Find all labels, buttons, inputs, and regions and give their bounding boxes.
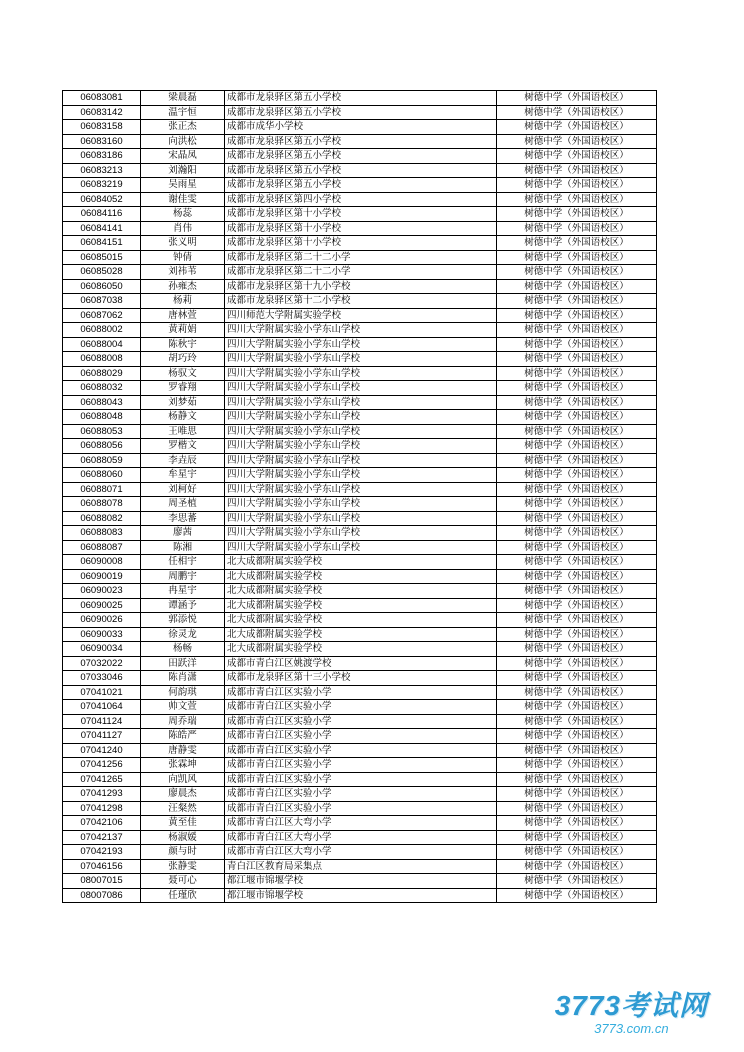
admitted-school-cell: 树德中学（外国语校区） (497, 221, 657, 236)
admitted-school-cell: 树德中学（外国语校区） (497, 729, 657, 744)
table-row (63, 91, 657, 106)
admitted-school-cell: 树德中学（外国语校区） (497, 685, 657, 700)
student-id-cell: 07033046 (63, 671, 141, 686)
admitted-school-cell: 树德中学（外国语校区） (497, 366, 657, 381)
table-row (63, 656, 657, 671)
student-name-cell: 杨静文 (141, 410, 225, 425)
student-name-cell: 徐灵龙 (141, 627, 225, 642)
student-school-cell: 成都市青白江区实验小学 (225, 787, 497, 802)
admitted-school-cell: 树德中学（外国语校区） (497, 279, 657, 294)
admitted-school-cell: 树德中学（外国语校区） (497, 207, 657, 222)
student-name-cell: 钟倩 (141, 250, 225, 265)
table-row (63, 323, 657, 338)
table-row (63, 830, 657, 845)
table-row (63, 410, 657, 425)
table-row (63, 149, 657, 164)
student-name-cell: 周鹏宇 (141, 569, 225, 584)
admitted-school-cell: 树德中学（外国语校区） (497, 149, 657, 164)
student-name-cell: 王唯思 (141, 424, 225, 439)
student-id-cell: 06087062 (63, 308, 141, 323)
student-name-cell: 杨驭文 (141, 366, 225, 381)
student-school-cell: 四川大学附属实验小学东山学校 (225, 511, 497, 526)
admitted-school-cell: 树德中学（外国语校区） (497, 569, 657, 584)
table-row (63, 642, 657, 657)
student-school-cell: 青白江区教育局采集点 (225, 859, 497, 874)
student-id-cell: 06088071 (63, 482, 141, 497)
admitted-school-cell: 树德中学（外国语校区） (497, 468, 657, 483)
student-school-cell: 北大成都附属实验学校 (225, 613, 497, 628)
student-name-cell: 杨畅 (141, 642, 225, 657)
student-school-cell: 成都市龙泉驿区第十小学校 (225, 236, 497, 251)
student-id-cell: 08007086 (63, 888, 141, 903)
student-name-cell: 李垚辰 (141, 453, 225, 468)
student-id-cell: 06088002 (63, 323, 141, 338)
student-id-cell: 06083142 (63, 105, 141, 120)
student-id-cell: 06090023 (63, 584, 141, 599)
student-id-cell: 06088043 (63, 395, 141, 410)
table-row (63, 250, 657, 265)
student-school-cell: 成都市青白江区实验小学 (225, 700, 497, 715)
student-name-cell: 黄至佳 (141, 816, 225, 831)
admitted-school-cell: 树德中学（外国语校区） (497, 743, 657, 758)
table-row (63, 801, 657, 816)
student-name-cell: 杨蕊 (141, 207, 225, 222)
student-name-cell: 任瑾欣 (141, 888, 225, 903)
table-row (63, 526, 657, 541)
student-id-cell: 07042193 (63, 845, 141, 860)
table-row (63, 294, 657, 309)
admitted-school-cell: 树德中学（外国语校区） (497, 801, 657, 816)
admitted-school-cell: 树德中学（外国语校区） (497, 816, 657, 831)
student-school-cell: 成都市龙泉驿区第五小学校 (225, 91, 497, 106)
student-name-cell: 任相宇 (141, 555, 225, 570)
student-name-cell: 牟星宇 (141, 468, 225, 483)
student-name-cell: 刘瀚阳 (141, 163, 225, 178)
student-id-cell: 06088078 (63, 497, 141, 512)
student-name-cell: 向凯风 (141, 772, 225, 787)
student-school-cell: 成都市成华小学校 (225, 120, 497, 135)
admitted-school-cell: 树德中学（外国语校区） (497, 511, 657, 526)
student-id-cell: 06088048 (63, 410, 141, 425)
student-school-cell: 北大成都附属实验学校 (225, 598, 497, 613)
student-id-cell: 07041124 (63, 714, 141, 729)
student-id-cell: 06088059 (63, 453, 141, 468)
student-id-cell: 06090034 (63, 642, 141, 657)
student-name-cell: 张正杰 (141, 120, 225, 135)
student-id-cell: 06083160 (63, 134, 141, 149)
student-school-cell: 成都市青白江区实验小学 (225, 729, 497, 744)
table-row (63, 337, 657, 352)
student-id-cell: 07042137 (63, 830, 141, 845)
table-row (63, 265, 657, 280)
student-id-cell: 07042106 (63, 816, 141, 831)
student-name-cell: 刘梦茹 (141, 395, 225, 410)
student-school-cell: 成都市青白江区大弯小学 (225, 830, 497, 845)
student-id-cell: 06088032 (63, 381, 141, 396)
student-name-cell: 聂可心 (141, 874, 225, 889)
student-school-cell: 成都市龙泉驿区第五小学校 (225, 163, 497, 178)
table-row (63, 221, 657, 236)
student-school-cell: 四川大学附属实验小学东山学校 (225, 482, 497, 497)
table-row (63, 671, 657, 686)
admitted-school-cell: 树德中学（外国语校区） (497, 308, 657, 323)
student-school-cell: 四川大学附属实验小学东山学校 (225, 352, 497, 367)
admitted-school-cell: 树德中学（外国语校区） (497, 555, 657, 570)
student-school-cell: 成都市青白江区实验小学 (225, 801, 497, 816)
admitted-school-cell: 树德中学（外国语校区） (497, 830, 657, 845)
admitted-school-cell: 树德中学（外国语校区） (497, 105, 657, 120)
table-body (63, 91, 657, 903)
student-school-cell: 成都市龙泉驿区第四小学校 (225, 192, 497, 207)
admitted-school-cell: 树德中学（外国语校区） (497, 395, 657, 410)
student-school-cell: 四川大学附属实验小学东山学校 (225, 526, 497, 541)
admitted-school-cell: 树德中学（外国语校区） (497, 671, 657, 686)
watermark-url-text: 3773.com.cn (594, 1021, 669, 1036)
student-id-cell: 06088004 (63, 337, 141, 352)
student-id-cell: 06088029 (63, 366, 141, 381)
student-name-cell: 周乔瑞 (141, 714, 225, 729)
student-name-cell: 宋晶凤 (141, 149, 225, 164)
admitted-school-cell: 树德中学（外国语校区） (497, 787, 657, 802)
admitted-school-cell: 树德中学（外国语校区） (497, 888, 657, 903)
student-name-cell: 向洪松 (141, 134, 225, 149)
student-id-cell: 06088082 (63, 511, 141, 526)
table-row (63, 859, 657, 874)
student-school-cell: 成都市青白江区实验小学 (225, 758, 497, 773)
admitted-school-cell: 树德中学（外国语校区） (497, 352, 657, 367)
student-school-cell: 四川大学附属实验小学东山学校 (225, 323, 497, 338)
student-id-cell: 06090025 (63, 598, 141, 613)
table-row (63, 453, 657, 468)
student-school-cell: 成都市青白江区实验小学 (225, 685, 497, 700)
admitted-school-cell: 树德中学（外国语校区） (497, 192, 657, 207)
table-row (63, 482, 657, 497)
table-row (63, 758, 657, 773)
table-row (63, 613, 657, 628)
table-row (63, 468, 657, 483)
student-school-cell: 四川大学附属实验小学东山学校 (225, 337, 497, 352)
admitted-school-cell: 树德中学（外国语校区） (497, 656, 657, 671)
table-row (63, 714, 657, 729)
table-row (63, 700, 657, 715)
student-id-cell: 07041265 (63, 772, 141, 787)
admitted-school-cell: 树德中学（外国语校区） (497, 526, 657, 541)
admitted-school-cell: 树德中学（外国语校区） (497, 613, 657, 628)
student-id-cell: 06085028 (63, 265, 141, 280)
student-school-cell: 四川大学附属实验小学东山学校 (225, 439, 497, 454)
student-school-cell: 四川大学附属实验小学东山学校 (225, 540, 497, 555)
table-row (63, 816, 657, 831)
student-id-cell: 07032022 (63, 656, 141, 671)
table-row (63, 279, 657, 294)
student-id-cell: 06084116 (63, 207, 141, 222)
student-school-cell: 成都市青白江区实验小学 (225, 772, 497, 787)
student-name-cell: 陈皓严 (141, 729, 225, 744)
student-school-cell: 北大成都附属实验学校 (225, 555, 497, 570)
student-name-cell: 廖茜 (141, 526, 225, 541)
student-school-cell: 四川大学附属实验小学东山学校 (225, 424, 497, 439)
student-name-cell: 吴雨星 (141, 178, 225, 193)
student-name-cell: 刘柯好 (141, 482, 225, 497)
admitted-school-cell: 树德中学（外国语校区） (497, 584, 657, 599)
admitted-school-cell: 树德中学（外国语校区） (497, 134, 657, 149)
student-name-cell: 冉星宇 (141, 584, 225, 599)
table-row (63, 120, 657, 135)
student-name-cell: 杨莉 (141, 294, 225, 309)
admitted-school-cell: 树德中学（外国语校区） (497, 714, 657, 729)
table-row (63, 439, 657, 454)
admitted-school-cell: 树德中学（外国语校区） (497, 265, 657, 280)
table-row (63, 366, 657, 381)
student-name-cell: 陈肖潇 (141, 671, 225, 686)
student-school-cell: 成都市青白江区大弯小学 (225, 845, 497, 860)
student-school-cell: 成都市龙泉驿区第五小学校 (225, 149, 497, 164)
student-roster-table (62, 90, 657, 903)
student-school-cell: 四川大学附属实验小学东山学校 (225, 453, 497, 468)
admitted-school-cell: 树德中学（外国语校区） (497, 439, 657, 454)
student-id-cell: 07041298 (63, 801, 141, 816)
student-name-cell: 周圣植 (141, 497, 225, 512)
student-id-cell: 06088083 (63, 526, 141, 541)
student-name-cell: 肖伟 (141, 221, 225, 236)
admitted-school-cell: 树德中学（外国语校区） (497, 497, 657, 512)
student-name-cell: 郭添悦 (141, 613, 225, 628)
student-school-cell: 四川大学附属实验小学东山学校 (225, 395, 497, 410)
student-school-cell: 成都市龙泉驿区第十三小学校 (225, 671, 497, 686)
student-school-cell: 成都市龙泉驿区第五小学校 (225, 134, 497, 149)
student-school-cell: 成都市龙泉驿区第五小学校 (225, 105, 497, 120)
student-name-cell: 孙雍杰 (141, 279, 225, 294)
student-id-cell: 07046156 (63, 859, 141, 874)
table-row (63, 192, 657, 207)
watermark (555, 991, 708, 1036)
student-name-cell: 刘祎苇 (141, 265, 225, 280)
student-id-cell: 06088087 (63, 540, 141, 555)
student-id-cell: 06088060 (63, 468, 141, 483)
student-id-cell: 06084052 (63, 192, 141, 207)
table-row (63, 845, 657, 860)
admitted-school-cell: 树德中学（外国语校区） (497, 598, 657, 613)
student-id-cell: 06083213 (63, 163, 141, 178)
admitted-school-cell: 树德中学（外国语校区） (497, 178, 657, 193)
student-id-cell: 06090033 (63, 627, 141, 642)
student-name-cell: 何韵琪 (141, 685, 225, 700)
student-school-cell: 北大成都附属实验学校 (225, 584, 497, 599)
student-name-cell: 唐林萱 (141, 308, 225, 323)
student-id-cell: 06088056 (63, 439, 141, 454)
student-id-cell: 06090008 (63, 555, 141, 570)
student-name-cell: 杨淑媛 (141, 830, 225, 845)
admitted-school-cell: 树德中学（外国语校区） (497, 758, 657, 773)
table-row (63, 787, 657, 802)
student-school-cell: 四川大学附属实验小学东山学校 (225, 381, 497, 396)
student-id-cell: 07041064 (63, 700, 141, 715)
student-name-cell: 陈秋宇 (141, 337, 225, 352)
table-row (63, 424, 657, 439)
table-row (63, 308, 657, 323)
student-school-cell: 成都市龙泉驿区第十小学校 (225, 207, 497, 222)
student-id-cell: 06087038 (63, 294, 141, 309)
admitted-school-cell: 树德中学（外国语校区） (497, 845, 657, 860)
admitted-school-cell: 树德中学（外国语校区） (497, 453, 657, 468)
student-id-cell: 07041240 (63, 743, 141, 758)
student-id-cell: 08007015 (63, 874, 141, 889)
table-row (63, 584, 657, 599)
student-school-cell: 四川师范大学附属实验学校 (225, 308, 497, 323)
table-row (63, 163, 657, 178)
table-row (63, 395, 657, 410)
student-school-cell: 四川大学附属实验小学东山学校 (225, 410, 497, 425)
student-name-cell: 黄莉娟 (141, 323, 225, 338)
student-id-cell: 07041256 (63, 758, 141, 773)
admitted-school-cell: 树德中学（外国语校区） (497, 642, 657, 657)
table-row (63, 772, 657, 787)
student-name-cell: 廖晨杰 (141, 787, 225, 802)
table-row (63, 555, 657, 570)
admitted-school-cell: 树德中学（外国语校区） (497, 700, 657, 715)
admitted-school-cell: 树德中学（外国语校区） (497, 163, 657, 178)
table-row (63, 540, 657, 555)
student-school-cell: 北大成都附属实验学校 (225, 642, 497, 657)
admitted-school-cell: 树德中学（外国语校区） (497, 294, 657, 309)
table-row (63, 381, 657, 396)
student-id-cell: 06088008 (63, 352, 141, 367)
table-row (63, 511, 657, 526)
table-row (63, 598, 657, 613)
admitted-school-cell: 树德中学（外国语校区） (497, 337, 657, 352)
admitted-school-cell: 树德中学（外国语校区） (497, 482, 657, 497)
student-name-cell: 汪粲然 (141, 801, 225, 816)
watermark-logo-text: 3773考试网 (554, 989, 708, 1021)
table-row (63, 627, 657, 642)
student-school-cell: 成都市龙泉驿区第二十二小学 (225, 265, 497, 280)
student-name-cell: 胡巧玲 (141, 352, 225, 367)
student-school-cell: 成都市龙泉驿区第十二小学校 (225, 294, 497, 309)
admitted-school-cell: 树德中学（外国语校区） (497, 381, 657, 396)
student-id-cell: 06090026 (63, 613, 141, 628)
student-name-cell: 罗睿翔 (141, 381, 225, 396)
student-school-cell: 都江堰市锦堰学校 (225, 874, 497, 889)
admitted-school-cell: 树德中学（外国语校区） (497, 120, 657, 135)
table-row (63, 685, 657, 700)
student-id-cell: 06083186 (63, 149, 141, 164)
table-row (63, 178, 657, 193)
admitted-school-cell: 树德中学（外国语校区） (497, 424, 657, 439)
student-school-cell: 成都市青白江区大弯小学 (225, 816, 497, 831)
student-school-cell: 成都市青白江区姚渡学校 (225, 656, 497, 671)
admitted-school-cell: 树德中学（外国语校区） (497, 410, 657, 425)
student-school-cell: 成都市龙泉驿区第二十二小学 (225, 250, 497, 265)
table-row (63, 729, 657, 744)
admitted-school-cell: 树德中学（外国语校区） (497, 627, 657, 642)
student-school-cell: 成都市青白江区实验小学 (225, 714, 497, 729)
table-row (63, 134, 657, 149)
table-row (63, 888, 657, 903)
student-id-cell: 06084141 (63, 221, 141, 236)
student-name-cell: 帅文萱 (141, 700, 225, 715)
student-id-cell: 06085015 (63, 250, 141, 265)
student-school-cell: 四川大学附属实验小学东山学校 (225, 366, 497, 381)
student-name-cell: 张霖坤 (141, 758, 225, 773)
student-name-cell: 陈湘 (141, 540, 225, 555)
student-id-cell: 06086050 (63, 279, 141, 294)
table-row (63, 497, 657, 512)
admitted-school-cell: 树德中学（外国语校区） (497, 323, 657, 338)
student-school-cell: 四川大学附属实验小学东山学校 (225, 497, 497, 512)
student-name-cell: 梁晨磊 (141, 91, 225, 106)
student-name-cell: 唐静雯 (141, 743, 225, 758)
student-name-cell: 田跃洋 (141, 656, 225, 671)
student-school-cell: 成都市青白江区实验小学 (225, 743, 497, 758)
student-name-cell: 李思蕃 (141, 511, 225, 526)
admitted-school-cell: 树德中学（外国语校区） (497, 540, 657, 555)
student-id-cell: 06083081 (63, 91, 141, 106)
table-row (63, 207, 657, 222)
student-school-cell: 北大成都附属实验学校 (225, 627, 497, 642)
student-id-cell: 06090019 (63, 569, 141, 584)
student-id-cell: 06084151 (63, 236, 141, 251)
table-row (63, 352, 657, 367)
student-id-cell: 06083158 (63, 120, 141, 135)
admitted-school-cell: 树德中学（外国语校区） (497, 250, 657, 265)
student-name-cell: 温宇恒 (141, 105, 225, 120)
student-school-cell: 北大成都附属实验学校 (225, 569, 497, 584)
admitted-school-cell: 树德中学（外国语校区） (497, 859, 657, 874)
table-row (63, 874, 657, 889)
student-school-cell: 四川大学附属实验小学东山学校 (225, 468, 497, 483)
admitted-school-cell: 树德中学（外国语校区） (497, 874, 657, 889)
admitted-school-cell: 树德中学（外国语校区） (497, 236, 657, 251)
table-row (63, 236, 657, 251)
student-id-cell: 06083219 (63, 178, 141, 193)
student-school-cell: 成都市龙泉驿区第十九小学校 (225, 279, 497, 294)
table-row (63, 743, 657, 758)
student-id-cell: 07041293 (63, 787, 141, 802)
student-name-cell: 颜与时 (141, 845, 225, 860)
student-id-cell: 07041127 (63, 729, 141, 744)
student-name-cell: 谭涵予 (141, 598, 225, 613)
student-school-cell: 成都市龙泉驿区第五小学校 (225, 178, 497, 193)
student-school-cell: 成都市龙泉驿区第十小学校 (225, 221, 497, 236)
student-id-cell: 06088053 (63, 424, 141, 439)
student-name-cell: 谢佳雯 (141, 192, 225, 207)
student-school-cell: 都江堰市锦堰学校 (225, 888, 497, 903)
table-row (63, 569, 657, 584)
admitted-school-cell: 树德中学（外国语校区） (497, 772, 657, 787)
student-name-cell: 罗楷文 (141, 439, 225, 454)
student-id-cell: 07041021 (63, 685, 141, 700)
admitted-school-cell: 树德中学（外国语校区） (497, 91, 657, 106)
student-name-cell: 张静雯 (141, 859, 225, 874)
table-row (63, 105, 657, 120)
student-name-cell: 张义明 (141, 236, 225, 251)
